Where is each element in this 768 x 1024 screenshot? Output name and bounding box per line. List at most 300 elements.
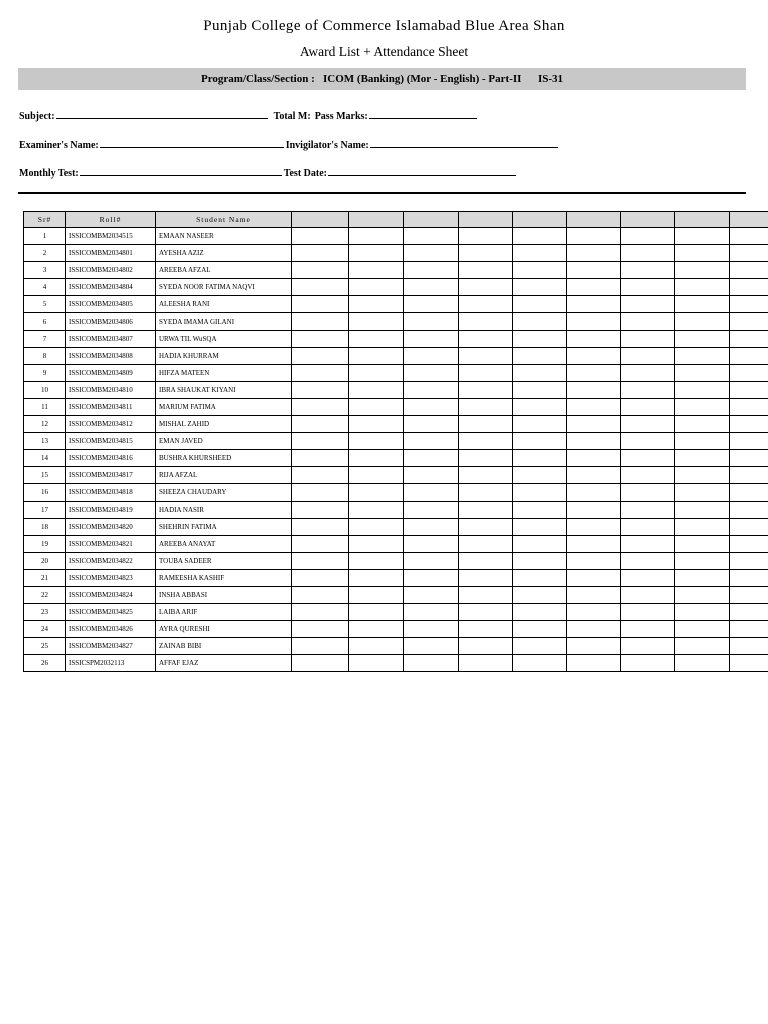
- row-mark-cell[interactable]: [292, 330, 349, 347]
- row-mark-cell[interactable]: [675, 313, 730, 330]
- table-header-row: [24, 212, 768, 228]
- row-mark-cell[interactable]: [621, 398, 675, 415]
- row-mark-cell[interactable]: [621, 501, 675, 518]
- row-mark-cell[interactable]: [513, 518, 567, 535]
- row-mark-cell[interactable]: [675, 552, 730, 569]
- row-mark-cell[interactable]: [404, 433, 459, 450]
- row-mark-cell[interactable]: [404, 347, 459, 364]
- row-mark-cell[interactable]: [621, 313, 675, 330]
- header-blank: [621, 212, 675, 228]
- row-mark-cell[interactable]: [513, 347, 567, 364]
- header-student-name: Student Name: [156, 212, 292, 228]
- table-row: [24, 501, 768, 518]
- row-roll-cell: ISSICOMBM2034824: [66, 586, 156, 603]
- row-mark-cell[interactable]: [621, 467, 675, 484]
- row-mark-cell[interactable]: [675, 296, 730, 313]
- row-mark-cell[interactable]: [675, 518, 730, 535]
- row-student-name-cell: SYEDA IMAMA GILANI: [156, 313, 292, 330]
- subject-blank[interactable]: [56, 110, 268, 119]
- row-mark-cell[interactable]: [459, 552, 513, 569]
- row-mark-cell[interactable]: [675, 586, 730, 603]
- row-mark-cell[interactable]: [567, 347, 621, 364]
- row-mark-cell[interactable]: [513, 552, 567, 569]
- row-mark-cell[interactable]: [459, 416, 513, 433]
- row-mark-cell[interactable]: [513, 433, 567, 450]
- row-mark-cell[interactable]: [459, 296, 513, 313]
- row-mark-cell[interactable]: [349, 604, 404, 621]
- row-mark-cell[interactable]: [567, 535, 621, 552]
- row-mark-cell[interactable]: [292, 262, 349, 279]
- row-mark-cell[interactable]: [404, 313, 459, 330]
- monthly-test-label: Monthly Test:: [19, 168, 79, 179]
- row-mark-cell[interactable]: [513, 330, 567, 347]
- row-mark-cell[interactable]: [349, 638, 404, 655]
- row-mark-cell[interactable]: [349, 569, 404, 586]
- row-mark-cell[interactable]: [513, 586, 567, 603]
- row-mark-cell[interactable]: [459, 621, 513, 638]
- row-mark-cell[interactable]: [730, 279, 768, 296]
- row-mark-cell[interactable]: [730, 535, 768, 552]
- row-mark-cell[interactable]: [621, 262, 675, 279]
- row-mark-cell[interactable]: [675, 330, 730, 347]
- header-blank: [404, 212, 459, 228]
- row-mark-cell[interactable]: [349, 245, 404, 262]
- row-mark-cell[interactable]: [292, 535, 349, 552]
- row-mark-cell[interactable]: [567, 262, 621, 279]
- row-mark-cell[interactable]: [513, 381, 567, 398]
- row-mark-cell[interactable]: [459, 433, 513, 450]
- row-mark-cell[interactable]: [349, 296, 404, 313]
- row-mark-cell[interactable]: [675, 604, 730, 621]
- table-row: [24, 262, 768, 279]
- row-mark-cell[interactable]: [404, 450, 459, 467]
- program-label: Program/Class/Section :: [201, 73, 315, 85]
- row-mark-cell[interactable]: [675, 569, 730, 586]
- row-mark-cell[interactable]: [513, 398, 567, 415]
- row-sr-cell: 8: [24, 347, 66, 364]
- row-mark-cell[interactable]: [675, 381, 730, 398]
- row-mark-cell[interactable]: [675, 416, 730, 433]
- row-mark-cell[interactable]: [621, 621, 675, 638]
- row-mark-cell[interactable]: [567, 655, 621, 672]
- row-mark-cell[interactable]: [730, 313, 768, 330]
- row-mark-cell[interactable]: [730, 484, 768, 501]
- row-mark-cell[interactable]: [675, 347, 730, 364]
- row-mark-cell[interactable]: [621, 296, 675, 313]
- row-roll-cell: ISSICOMBM2034815: [66, 433, 156, 450]
- row-mark-cell[interactable]: [292, 296, 349, 313]
- row-mark-cell[interactable]: [292, 604, 349, 621]
- row-sr-cell: 19: [24, 535, 66, 552]
- row-mark-cell[interactable]: [675, 484, 730, 501]
- row-mark-cell[interactable]: [513, 638, 567, 655]
- row-mark-cell[interactable]: [292, 398, 349, 415]
- row-mark-cell[interactable]: [349, 416, 404, 433]
- row-mark-cell[interactable]: [567, 433, 621, 450]
- table-row: [24, 604, 768, 621]
- row-mark-cell[interactable]: [404, 586, 459, 603]
- row-mark-cell[interactable]: [404, 655, 459, 672]
- row-mark-cell[interactable]: [730, 228, 768, 245]
- row-roll-cell: ISSICOMBM2034821: [66, 535, 156, 552]
- row-mark-cell[interactable]: [459, 501, 513, 518]
- row-mark-cell[interactable]: [675, 245, 730, 262]
- row-mark-cell[interactable]: [567, 467, 621, 484]
- row-mark-cell[interactable]: [621, 347, 675, 364]
- row-mark-cell[interactable]: [567, 228, 621, 245]
- row-mark-cell[interactable]: [459, 586, 513, 603]
- row-mark-cell[interactable]: [292, 569, 349, 586]
- row-sr-cell: 9: [24, 364, 66, 381]
- row-mark-cell[interactable]: [292, 279, 349, 296]
- row-mark-cell[interactable]: [459, 313, 513, 330]
- row-mark-cell[interactable]: [567, 330, 621, 347]
- table-row: [24, 364, 768, 381]
- row-mark-cell[interactable]: [404, 245, 459, 262]
- row-mark-cell[interactable]: [567, 484, 621, 501]
- row-mark-cell[interactable]: [513, 313, 567, 330]
- row-mark-cell[interactable]: [513, 364, 567, 381]
- table-row: [24, 484, 768, 501]
- row-mark-cell[interactable]: [567, 398, 621, 415]
- row-student-name-cell: BUSHRA KHURSHEED: [156, 450, 292, 467]
- row-mark-cell[interactable]: [675, 501, 730, 518]
- row-mark-cell[interactable]: [621, 484, 675, 501]
- header-divider: [18, 192, 746, 194]
- row-mark-cell[interactable]: [567, 450, 621, 467]
- row-mark-cell[interactable]: [292, 245, 349, 262]
- table-row: [24, 518, 768, 535]
- table-row: [24, 347, 768, 364]
- table-row: [24, 586, 768, 603]
- row-mark-cell[interactable]: [621, 518, 675, 535]
- row-mark-cell[interactable]: [567, 245, 621, 262]
- row-mark-cell[interactable]: [621, 638, 675, 655]
- header-blank: [459, 212, 513, 228]
- row-mark-cell[interactable]: [292, 381, 349, 398]
- row-mark-cell[interactable]: [621, 604, 675, 621]
- row-mark-cell[interactable]: [513, 467, 567, 484]
- row-mark-cell[interactable]: [675, 621, 730, 638]
- row-mark-cell[interactable]: [675, 364, 730, 381]
- row-sr-cell: 16: [24, 484, 66, 501]
- row-mark-cell[interactable]: [730, 398, 768, 415]
- row-mark-cell[interactable]: [730, 501, 768, 518]
- table-row: [24, 467, 768, 484]
- row-mark-cell[interactable]: [292, 416, 349, 433]
- row-mark-cell[interactable]: [730, 364, 768, 381]
- row-roll-cell: ISSICOMBM2034819: [66, 501, 156, 518]
- row-mark-cell[interactable]: [730, 586, 768, 603]
- row-student-name-cell: EMAN JAVED: [156, 433, 292, 450]
- row-mark-cell[interactable]: [459, 262, 513, 279]
- pass-marks-blank[interactable]: [369, 110, 477, 119]
- row-mark-cell[interactable]: [459, 364, 513, 381]
- row-mark-cell[interactable]: [292, 638, 349, 655]
- row-mark-cell[interactable]: [621, 279, 675, 296]
- row-mark-cell[interactable]: [404, 262, 459, 279]
- row-mark-cell[interactable]: [459, 450, 513, 467]
- table-row: [24, 552, 768, 569]
- row-mark-cell[interactable]: [292, 484, 349, 501]
- row-mark-cell[interactable]: [459, 330, 513, 347]
- row-mark-cell[interactable]: [459, 655, 513, 672]
- row-mark-cell[interactable]: [513, 655, 567, 672]
- row-mark-cell[interactable]: [459, 467, 513, 484]
- row-mark-cell[interactable]: [621, 330, 675, 347]
- row-mark-cell[interactable]: [567, 569, 621, 586]
- row-mark-cell[interactable]: [459, 604, 513, 621]
- row-mark-cell[interactable]: [349, 586, 404, 603]
- row-mark-cell[interactable]: [621, 245, 675, 262]
- row-mark-cell[interactable]: [730, 296, 768, 313]
- row-mark-cell[interactable]: [404, 604, 459, 621]
- row-mark-cell[interactable]: [675, 228, 730, 245]
- row-mark-cell[interactable]: [404, 467, 459, 484]
- row-sr-cell: 1: [24, 228, 66, 245]
- row-mark-cell[interactable]: [513, 279, 567, 296]
- row-mark-cell[interactable]: [567, 364, 621, 381]
- row-mark-cell[interactable]: [459, 228, 513, 245]
- row-mark-cell[interactable]: [567, 279, 621, 296]
- table-row: [24, 245, 768, 262]
- row-mark-cell[interactable]: [567, 552, 621, 569]
- row-mark-cell[interactable]: [567, 381, 621, 398]
- row-mark-cell[interactable]: [292, 364, 349, 381]
- row-mark-cell[interactable]: [513, 604, 567, 621]
- row-sr-cell: 23: [24, 604, 66, 621]
- row-mark-cell[interactable]: [621, 450, 675, 467]
- table-row: [24, 381, 768, 398]
- row-mark-cell[interactable]: [730, 245, 768, 262]
- row-mark-cell[interactable]: [404, 228, 459, 245]
- subject-row: [19, 110, 479, 122]
- examiner-blank[interactable]: [100, 139, 284, 148]
- row-mark-cell[interactable]: [730, 433, 768, 450]
- row-mark-cell[interactable]: [730, 621, 768, 638]
- row-student-name-cell: EMAAN NASEER: [156, 228, 292, 245]
- row-mark-cell[interactable]: [349, 347, 404, 364]
- row-mark-cell[interactable]: [567, 604, 621, 621]
- row-mark-cell[interactable]: [567, 501, 621, 518]
- row-mark-cell[interactable]: [730, 604, 768, 621]
- row-mark-cell[interactable]: [404, 552, 459, 569]
- row-mark-cell[interactable]: [404, 381, 459, 398]
- attendance-table: [23, 211, 768, 672]
- row-mark-cell[interactable]: [404, 484, 459, 501]
- row-sr-cell: 13: [24, 433, 66, 450]
- row-mark-cell[interactable]: [459, 398, 513, 415]
- row-mark-cell[interactable]: [675, 467, 730, 484]
- row-student-name-cell: HIFZA MATEEN: [156, 364, 292, 381]
- invigilator-blank[interactable]: [370, 139, 558, 148]
- row-student-name-cell: ZAINAB BIBI: [156, 638, 292, 655]
- row-mark-cell[interactable]: [621, 655, 675, 672]
- row-mark-cell[interactable]: [730, 262, 768, 279]
- row-mark-cell[interactable]: [567, 518, 621, 535]
- row-mark-cell[interactable]: [404, 569, 459, 586]
- row-mark-cell[interactable]: [675, 262, 730, 279]
- row-mark-cell[interactable]: [349, 518, 404, 535]
- row-mark-cell[interactable]: [459, 279, 513, 296]
- monthly-test-blank[interactable]: [80, 167, 282, 176]
- row-mark-cell[interactable]: [513, 245, 567, 262]
- row-mark-cell[interactable]: [513, 262, 567, 279]
- row-mark-cell[interactable]: [513, 569, 567, 586]
- row-mark-cell[interactable]: [292, 313, 349, 330]
- row-mark-cell[interactable]: [567, 621, 621, 638]
- row-mark-cell[interactable]: [349, 279, 404, 296]
- row-mark-cell[interactable]: [349, 262, 404, 279]
- row-student-name-cell: RIJA AFZAL: [156, 467, 292, 484]
- row-mark-cell[interactable]: [459, 347, 513, 364]
- row-roll-cell: ISSICOMBM2034827: [66, 638, 156, 655]
- row-mark-cell[interactable]: [730, 552, 768, 569]
- row-mark-cell[interactable]: [292, 450, 349, 467]
- row-mark-cell[interactable]: [567, 313, 621, 330]
- row-mark-cell[interactable]: [730, 467, 768, 484]
- row-mark-cell[interactable]: [621, 433, 675, 450]
- row-mark-cell[interactable]: [292, 621, 349, 638]
- row-mark-cell[interactable]: [349, 621, 404, 638]
- row-mark-cell[interactable]: [404, 279, 459, 296]
- row-mark-cell[interactable]: [621, 381, 675, 398]
- row-mark-cell[interactable]: [459, 518, 513, 535]
- row-mark-cell[interactable]: [730, 655, 768, 672]
- row-roll-cell: ISSICOMBM2034822: [66, 552, 156, 569]
- row-mark-cell[interactable]: [513, 450, 567, 467]
- row-mark-cell[interactable]: [349, 552, 404, 569]
- row-mark-cell[interactable]: [675, 279, 730, 296]
- row-mark-cell[interactable]: [675, 535, 730, 552]
- row-roll-cell: ISSICOMBM2034817: [66, 467, 156, 484]
- row-mark-cell[interactable]: [292, 552, 349, 569]
- row-mark-cell[interactable]: [730, 381, 768, 398]
- row-mark-cell[interactable]: [349, 364, 404, 381]
- row-mark-cell[interactable]: [513, 228, 567, 245]
- row-mark-cell[interactable]: [730, 518, 768, 535]
- row-mark-cell[interactable]: [621, 586, 675, 603]
- row-sr-cell: 24: [24, 621, 66, 638]
- row-mark-cell[interactable]: [404, 535, 459, 552]
- row-mark-cell[interactable]: [404, 398, 459, 415]
- row-mark-cell[interactable]: [349, 398, 404, 415]
- row-mark-cell[interactable]: [513, 416, 567, 433]
- row-mark-cell[interactable]: [292, 586, 349, 603]
- row-mark-cell[interactable]: [513, 501, 567, 518]
- row-mark-cell[interactable]: [292, 518, 349, 535]
- row-mark-cell[interactable]: [292, 655, 349, 672]
- row-mark-cell[interactable]: [675, 433, 730, 450]
- row-mark-cell[interactable]: [513, 296, 567, 313]
- row-mark-cell[interactable]: [349, 535, 404, 552]
- row-mark-cell[interactable]: [621, 569, 675, 586]
- row-roll-cell: ISSICOMBM2034818: [66, 484, 156, 501]
- row-roll-cell: ISSICOMBM2034816: [66, 450, 156, 467]
- row-mark-cell[interactable]: [675, 638, 730, 655]
- row-mark-cell[interactable]: [292, 433, 349, 450]
- row-mark-cell[interactable]: [621, 416, 675, 433]
- row-mark-cell[interactable]: [404, 638, 459, 655]
- row-student-name-cell: LAIBA ARIF: [156, 604, 292, 621]
- row-mark-cell[interactable]: [349, 484, 404, 501]
- row-mark-cell[interactable]: [567, 296, 621, 313]
- row-mark-cell[interactable]: [349, 433, 404, 450]
- row-mark-cell[interactable]: [349, 330, 404, 347]
- row-mark-cell[interactable]: [459, 569, 513, 586]
- header-blank: [349, 212, 404, 228]
- row-mark-cell[interactable]: [675, 450, 730, 467]
- row-mark-cell[interactable]: [459, 484, 513, 501]
- row-mark-cell[interactable]: [675, 655, 730, 672]
- row-mark-cell[interactable]: [459, 535, 513, 552]
- row-mark-cell[interactable]: [292, 501, 349, 518]
- row-mark-cell[interactable]: [621, 535, 675, 552]
- row-mark-cell[interactable]: [513, 621, 567, 638]
- row-mark-cell[interactable]: [567, 638, 621, 655]
- row-mark-cell[interactable]: [292, 467, 349, 484]
- row-mark-cell[interactable]: [349, 228, 404, 245]
- row-sr-cell: 15: [24, 467, 66, 484]
- row-mark-cell[interactable]: [730, 638, 768, 655]
- row-mark-cell[interactable]: [292, 228, 349, 245]
- row-mark-cell[interactable]: [730, 347, 768, 364]
- row-mark-cell[interactable]: [349, 381, 404, 398]
- row-mark-cell[interactable]: [459, 638, 513, 655]
- table-row: [24, 330, 768, 347]
- test-date-blank[interactable]: [328, 167, 516, 176]
- row-mark-cell[interactable]: [513, 484, 567, 501]
- row-mark-cell[interactable]: [349, 450, 404, 467]
- header-roll: Roll#: [66, 212, 156, 228]
- table-body: [24, 228, 768, 672]
- row-mark-cell[interactable]: [404, 416, 459, 433]
- row-mark-cell[interactable]: [404, 518, 459, 535]
- row-mark-cell[interactable]: [459, 381, 513, 398]
- row-mark-cell[interactable]: [459, 245, 513, 262]
- row-student-name-cell: SHEEZA CHAUDARY: [156, 484, 292, 501]
- table-row: [24, 416, 768, 433]
- row-roll-cell: ISSICOMBM2034809: [66, 364, 156, 381]
- row-mark-cell[interactable]: [567, 416, 621, 433]
- row-mark-cell[interactable]: [730, 450, 768, 467]
- row-mark-cell[interactable]: [730, 416, 768, 433]
- row-roll-cell: ISSICOMBM2034805: [66, 296, 156, 313]
- row-mark-cell[interactable]: [404, 330, 459, 347]
- row-sr-cell: 7: [24, 330, 66, 347]
- row-mark-cell[interactable]: [349, 467, 404, 484]
- row-mark-cell[interactable]: [675, 398, 730, 415]
- row-mark-cell[interactable]: [404, 621, 459, 638]
- row-mark-cell[interactable]: [292, 347, 349, 364]
- row-mark-cell[interactable]: [404, 501, 459, 518]
- row-mark-cell[interactable]: [404, 296, 459, 313]
- row-mark-cell[interactable]: [621, 364, 675, 381]
- row-mark-cell[interactable]: [404, 364, 459, 381]
- row-mark-cell[interactable]: [349, 501, 404, 518]
- row-mark-cell[interactable]: [349, 313, 404, 330]
- table-row: [24, 313, 768, 330]
- row-mark-cell[interactable]: [730, 569, 768, 586]
- row-mark-cell[interactable]: [621, 228, 675, 245]
- row-mark-cell[interactable]: [621, 552, 675, 569]
- table-row: [24, 535, 768, 552]
- row-mark-cell[interactable]: [513, 535, 567, 552]
- row-mark-cell[interactable]: [567, 586, 621, 603]
- row-student-name-cell: HADIA NASIR: [156, 501, 292, 518]
- row-mark-cell[interactable]: [349, 655, 404, 672]
- row-mark-cell[interactable]: [730, 330, 768, 347]
